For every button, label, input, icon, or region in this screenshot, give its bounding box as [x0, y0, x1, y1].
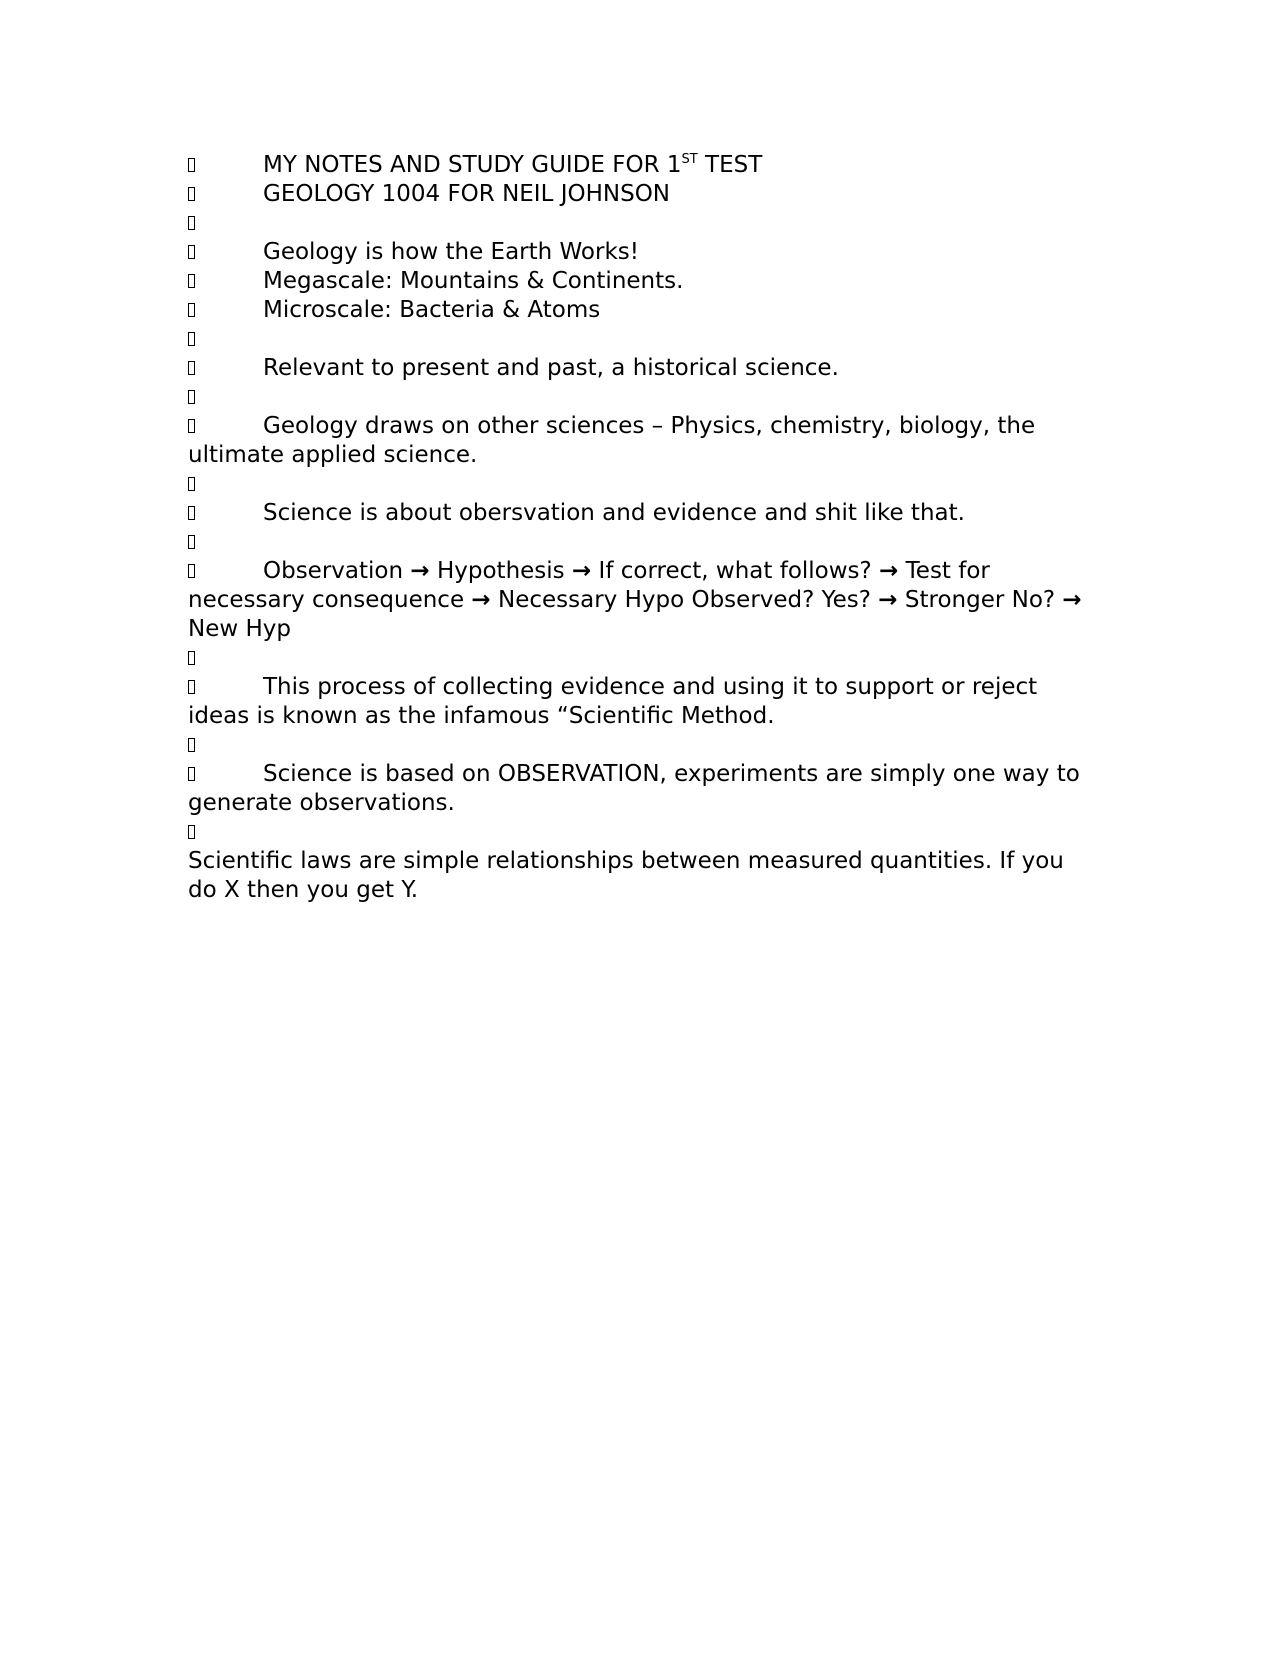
- bullet-glyph-icon: [188, 673, 263, 702]
- flow-step: New Hyp: [188, 616, 291, 642]
- course-subtitle: GEOLOGY 1004 FOR NEIL JOHNSON: [263, 181, 671, 207]
- bullet-glyph-icon: [188, 499, 263, 528]
- empty-line: [188, 209, 1098, 238]
- bullet-glyph-icon: [188, 470, 263, 499]
- note-line: [188, 499, 1098, 528]
- arrow-right-icon: →: [878, 587, 898, 613]
- arrow-right-icon: →: [1062, 587, 1082, 613]
- note-line-no-indent: [188, 847, 1098, 905]
- note-line: [188, 267, 1098, 296]
- method-flow-line: [188, 557, 1098, 644]
- bullet-glyph-icon: [188, 180, 263, 209]
- bullet-glyph-icon: [188, 325, 263, 354]
- note-text: Megascale: Mountains & Continents.: [263, 268, 684, 294]
- empty-line: [188, 528, 1098, 557]
- flow-step: Observation: [263, 558, 411, 584]
- note-text: Relevant to present and past, a historical science.: [263, 355, 839, 381]
- bullet-glyph-icon: [188, 412, 263, 441]
- page-title-end: TEST: [697, 152, 763, 178]
- empty-line: [188, 644, 1098, 673]
- arrow-right-icon: →: [471, 587, 491, 613]
- flow-step: Stronger No?: [897, 587, 1063, 613]
- bullet-glyph-icon: [188, 731, 263, 760]
- arrow-right-icon: →: [879, 558, 899, 584]
- note-text: Microscale: Bacteria & Atoms: [263, 297, 601, 323]
- empty-line: [188, 470, 1098, 499]
- note-line: [188, 238, 1098, 267]
- arrow-right-icon: →: [571, 558, 592, 584]
- empty-line: [188, 383, 1098, 412]
- flow-step: Necessary Hypo Observed? Yes?: [490, 587, 879, 613]
- note-line: [188, 760, 1098, 818]
- flow-step: Test for necessary consequence: [188, 558, 990, 613]
- bullet-glyph-icon: [188, 528, 263, 557]
- note-line: [188, 412, 1098, 470]
- note-text: Geology is how the Earth Works!: [263, 239, 639, 265]
- bullet-glyph-icon: [188, 296, 263, 325]
- document-page: [188, 151, 1098, 905]
- title-line: [188, 151, 1098, 180]
- flow-step: Hypothesis: [429, 558, 572, 584]
- bullet-glyph-icon: [188, 557, 263, 586]
- note-text: Scientific laws are simple relationships between measured quantities. If you do X then you get Y.: [188, 848, 1064, 903]
- note-line: [188, 354, 1098, 383]
- bullet-glyph-icon: [188, 644, 263, 673]
- bullet-glyph-icon: [188, 818, 263, 847]
- bullet-glyph-icon: [188, 760, 263, 789]
- empty-line: [188, 731, 1098, 760]
- flow-step: If correct, what follows?: [591, 558, 880, 584]
- empty-line: [188, 325, 1098, 354]
- bullet-glyph-icon: [188, 267, 263, 296]
- bullet-glyph-icon: [188, 238, 263, 267]
- empty-line: [188, 818, 1098, 847]
- note-text: This process of collecting evidence and using it to support or reject ideas is known as the infamous “Scientific Method.: [188, 674, 1038, 729]
- bullet-glyph-icon: [188, 354, 263, 383]
- subtitle-line: [188, 180, 1098, 209]
- bullet-glyph-icon: [188, 151, 263, 180]
- bullet-glyph-icon: [188, 383, 263, 412]
- note-text: Geology draws on other sciences – Physics, chemistry, biology, the ultimate applied science.: [188, 413, 1036, 468]
- note-text: Science is based on OBSERVATION, experiments are simply one way to generate observations.: [188, 761, 1080, 816]
- bullet-glyph-icon: [188, 209, 263, 238]
- arrow-right-icon: →: [410, 558, 430, 584]
- note-text: Science is about obersvation and evidence and shit like that.: [263, 500, 965, 526]
- page-title: MY NOTES AND STUDY GUIDE FOR 1: [263, 152, 682, 178]
- title-superscript: ST: [681, 152, 698, 167]
- note-line: [188, 673, 1098, 731]
- note-line: [188, 296, 1098, 325]
